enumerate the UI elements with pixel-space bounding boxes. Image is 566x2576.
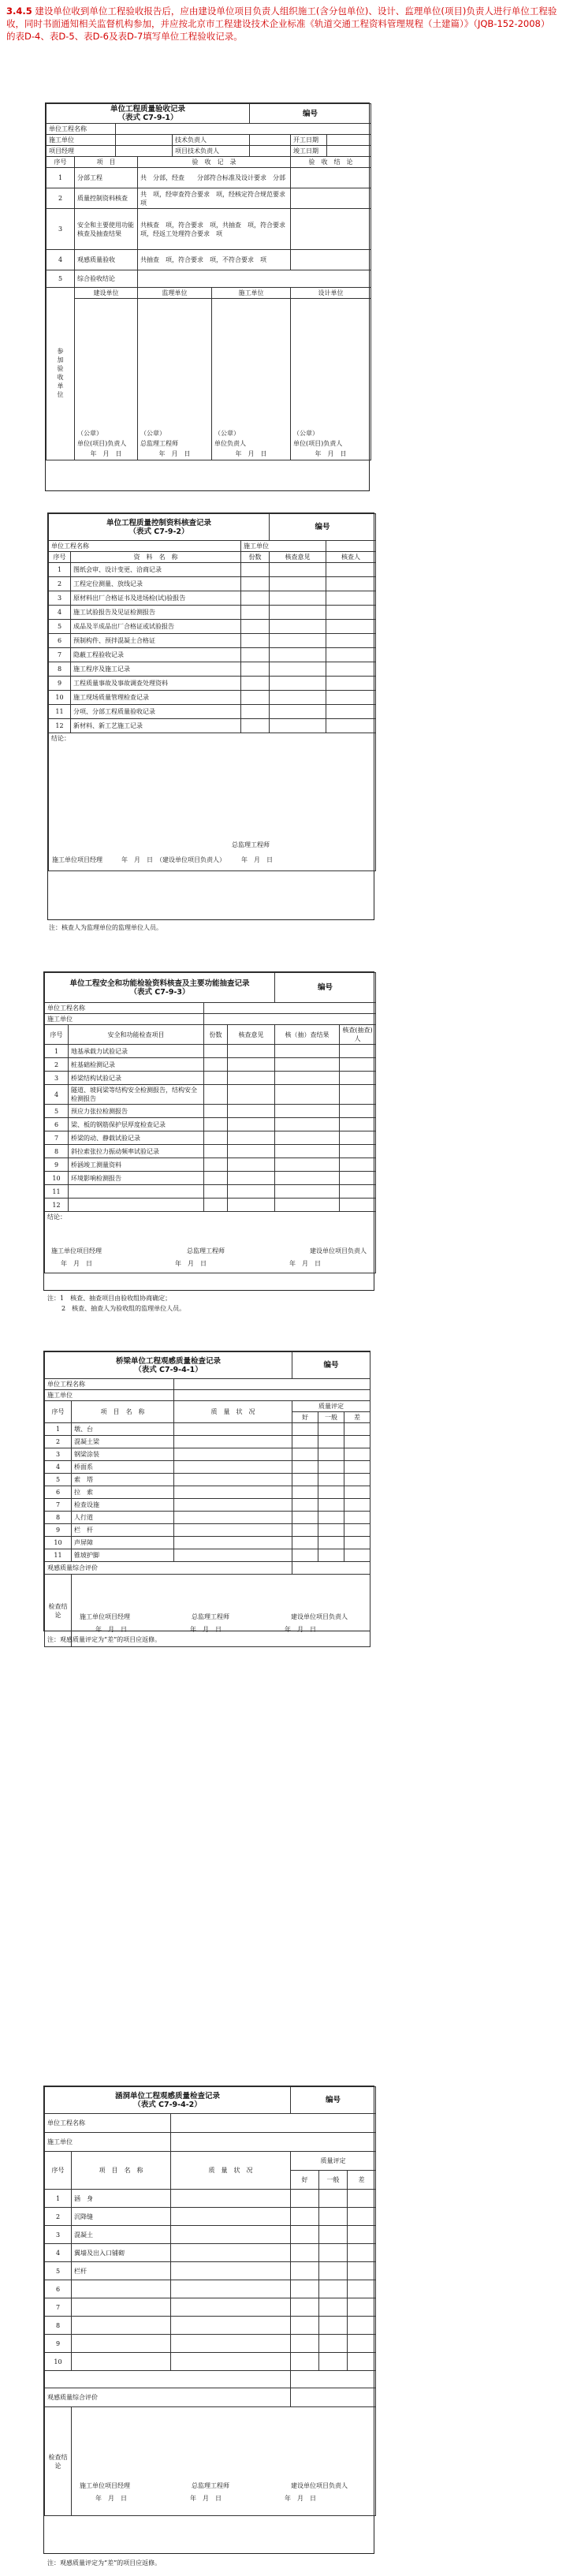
row-item-name: 沉降缝: [72, 2208, 171, 2226]
row-item-name: 工程定位测量、放线记录: [71, 577, 241, 591]
form-c7-9-4-2: [43, 2086, 374, 2554]
table-row: [49, 620, 376, 634]
row-number: 1: [45, 1045, 69, 1058]
table-row: [45, 1172, 376, 1185]
form-c7-9-2-table: 单位工程质量控制资料核查记录 （表式 C7-9-2） 编号 单位工程名称 施工单位 序号 资 料 名 称 份数 核查意见 核查人 1 图纸会审、设计变更、洽商记录 2 工程定位测量、放线记录 3 原材料出厂合格证书及进场检(试)验报告 4 施工试验报告及见证检测报告 5 成品及半成品出厂合格证或试验报告 6 预制构件、预拌混凝土合格证 7 隐蔽工程验收记录 8 施工程序及施工记录 9 工程质量事故及事故调查处理资料 10 施工现场质量管理检查记录 11 分项、分部工程质量验收记录 12 新材料、新工艺施工记录 结论： 总监理工程师 施工单位项目经理 年 月 日 （建设单位项目负责人） 年 月 日: [48, 513, 376, 871]
row-item-name: 桥梁的动、静载试验记录: [69, 1131, 204, 1145]
row-item-name: 图纸会审、设计变更、洽商记录: [71, 563, 241, 577]
row-number: 7: [45, 2298, 72, 2317]
row-number: 3: [45, 2226, 72, 2244]
form-c7-9-4-1-table: 桥梁单位工程观感质量检查记录 （表式 C7-9-4-1） 编号 单位工程名称 施工单位 序号 项 目 名 称 质 量 状 况 质量评定 好 一般 差 1 墩、台 2 混凝土梁 3 钢梁涂装 4 桥面系 5 索 塔 6 拉 索 7 检查设施 8 人行道 9 栏 杆 10 声屏障 11 锥坡护脚 观感质量综合评价 检查结论 施工单位项目经理 总监理工程师 建设单位项目负责人 年 月 日 年 月 日 年 月 日: [44, 1351, 371, 1647]
table-row: [49, 591, 376, 606]
row-number: 11: [49, 705, 71, 719]
row-item-name: 原材料出厂合格证书及进场检(试)验报告: [71, 591, 241, 606]
row-number: 8: [45, 1512, 72, 1524]
row-number: 2: [45, 1436, 72, 1448]
row-item-name: [72, 2298, 171, 2317]
table-row: [45, 1537, 371, 1549]
row-item-name: 斜拉索张拉力振动频率试验记录: [69, 1145, 204, 1158]
label-contractor: 施工单位: [45, 1014, 204, 1025]
row-number: 8: [45, 2317, 72, 2335]
table-row: [45, 1118, 376, 1131]
table-row: [45, 2317, 376, 2335]
label-project-name: 单位工程名称: [45, 2114, 171, 2133]
row-number: 7: [49, 648, 71, 662]
row-item-name: 栏杆: [72, 2262, 171, 2280]
check-conclusion: 检查结论: [45, 2407, 72, 2516]
table-row: [45, 1512, 371, 1524]
form-c7-9-4-1-note: 注：观感质量评定为“差”的项目应返修。: [47, 1636, 162, 1643]
table-row: [45, 1499, 371, 1512]
row-number: 7: [45, 1499, 72, 1512]
row-number: 5: [45, 1474, 72, 1486]
row-item-name: 新材料、新工艺施工记录: [71, 719, 241, 733]
table-row: 5 综合验收结论: [47, 270, 371, 288]
row-number: 4: [49, 606, 71, 620]
row-number: 9: [45, 2335, 72, 2353]
sign-supervisor: （公章） 总监理工程师 年 月 日: [138, 299, 212, 460]
row-item-name: [69, 1199, 204, 1212]
table-row: [45, 1085, 376, 1105]
clause-number: 3.4.5: [6, 6, 32, 17]
table-row: [45, 1072, 376, 1085]
table-row: [49, 634, 376, 648]
table-row: 4 观感质量验收 共抽查 项，符合要求 项，不符合要求 项: [47, 250, 371, 270]
form-c7-9-4-2-table: 涵洞单位工程观感质量检查记录 （表式 C7-9-4-2） 编号 单位工程名称 施工单位 序号 项 目 名 称 质 量 状 况 质量评定 好 一般 差 1 涵 身 2 沉降缝 3 混凝土 4 翼墙及出入口铺砌 5 栏杆 6 7 8 9 10 观感质量综合评价 检查结论 施工单位项目经理 总监理工程师 建设单位项目负责人 年 月 日 年 月 日 年 月 日: [44, 2086, 376, 2516]
table-row: [45, 2335, 376, 2353]
table-row: [45, 1549, 371, 1562]
table-row: [49, 563, 376, 577]
row-number: 9: [49, 677, 71, 691]
label-completion-date: 竣工日期: [291, 146, 327, 157]
row-number: 9: [45, 1524, 72, 1537]
table-row: [45, 1185, 376, 1199]
row-item-name: 隧道、坡间梁等结构安全检测报告，结构安全检测报告: [69, 1085, 204, 1105]
form-title: 单位工程质量验收记录 （表式 C7-9-1）: [47, 104, 250, 124]
row-number: 3: [45, 1072, 69, 1085]
row-number: 6: [45, 1486, 72, 1499]
form-c7-9-2-note: 注：核查人为监理单位的监理单位人员。: [49, 924, 162, 931]
row-number: 5: [45, 2262, 72, 2280]
table-row: [49, 606, 376, 620]
row-number: 10: [45, 1537, 72, 1549]
col-conclusion: 验 收 结 论: [291, 157, 371, 168]
row-item-name: [72, 2280, 171, 2298]
form-title: 涵洞单位工程观感质量检查记录 （表式 C7-9-4-2）: [45, 2087, 291, 2114]
row-item-name: 桥梁结构试验记录: [69, 1072, 204, 1085]
conclusion-cell: 结论： 总监理工程师 施工单位项目经理 年 月 日 （建设单位项目负责人） 年 月 日: [49, 733, 376, 871]
table-row: 1 分部工程 共 分部，经查 分部符合标准及设计要求 分部: [47, 168, 371, 188]
table-row: [45, 1058, 376, 1072]
table-row: [45, 2244, 376, 2262]
table-row: [49, 705, 376, 719]
table-row: [45, 1448, 371, 1461]
row-number: 4: [45, 1461, 72, 1474]
row-item-name: 分项、分部工程质量验收记录: [71, 705, 241, 719]
row-item-name: 地基承载力试验记录: [69, 1045, 204, 1058]
row-number: 1: [45, 1423, 72, 1436]
row-item-name: 施工程序及施工记录: [71, 662, 241, 677]
sign-contractor: （公章） 单位负责人 年 月 日: [212, 299, 291, 460]
row-item-name: 拉 索: [72, 1486, 174, 1499]
row-item-name: 施工试验报告及见证检测报告: [71, 606, 241, 620]
row-number: 10: [45, 1172, 69, 1185]
form-c7-9-1: [45, 103, 370, 491]
row-item-name: [72, 2353, 171, 2371]
table-row: [45, 1436, 371, 1448]
table-row: [45, 1524, 371, 1537]
row-number: 5: [45, 1105, 69, 1118]
row-item-name: 钢梁涂装: [72, 1448, 174, 1461]
form-code-label: 编号: [292, 1352, 371, 1379]
row-item-name: 预制构件、预拌混凝土合格证: [71, 634, 241, 648]
form-title: 单位工程安全和功能检验资料核查及主要功能抽查记录 （表式 C7-9-3）: [45, 973, 275, 1003]
row-item-name: 锥坡护脚: [72, 1549, 174, 1562]
clause-text: 建设单位收到单位工程验收报告后，应由建设单位项目负责人组织施工(含分包单位)、设计、监理单位(项目)负责人进行单位工程验收，同时书面通知相关监督机构参加，并应按北京市工程建设技术企业标准《轨道交通工程资料管理规程（土建篇）》（JQB-152-2008）的表D-4、表D-5、表D-6及表D-7填写单位工程验收记录。: [6, 6, 557, 42]
unit-owner: 建设单位: [75, 288, 138, 299]
label-project-name: 单位工程名称: [45, 1003, 204, 1014]
row-number: 11: [45, 1185, 69, 1199]
table-row: [49, 577, 376, 591]
row-item-name: [69, 1185, 204, 1199]
row-item-name: 混凝土梁: [72, 1436, 174, 1448]
row-number: 11: [45, 1549, 72, 1562]
col-item: 项 目: [75, 157, 138, 168]
table-row: [49, 691, 376, 705]
row-number: 10: [45, 2353, 72, 2371]
table-row: [45, 2208, 376, 2226]
row-item-name: 检查设施: [72, 1499, 174, 1512]
table-row: [45, 1045, 376, 1058]
overall-evaluation: 观感质量综合评价: [45, 2388, 291, 2407]
row-item-name: 人行道: [72, 1512, 174, 1524]
label-project-tech-lead: 项目技术负责人: [173, 146, 250, 157]
table-row: [45, 1131, 376, 1145]
row-number: 3: [49, 591, 71, 606]
row-item-name: 墩、台: [72, 1423, 174, 1436]
table-row: [45, 2353, 376, 2371]
table-row: [45, 1423, 371, 1436]
unit-contractor: 施工单位: [212, 288, 291, 299]
intro-paragraph: [6, 5, 558, 43]
row-item-name: 索 塔: [72, 1474, 174, 1486]
row-number: 2: [45, 2208, 72, 2226]
value-project-name: [116, 124, 371, 135]
row-item-name: 施工现场质量管理检查记录: [71, 691, 241, 705]
row-item-name: 预应力张拉检测报告: [69, 1105, 204, 1118]
table-row: [45, 2262, 376, 2280]
table-row: 2 质量控制资料核查 共 项，经审查符合要求 项，经核定符合规范要求 项: [47, 188, 371, 209]
form-c7-9-3: [43, 971, 374, 1291]
table-row: [45, 2280, 376, 2298]
table-row: [45, 1486, 371, 1499]
row-number: 9: [45, 1158, 69, 1172]
row-item-name: 梁、板的钢筋保护层厚度检查记录: [69, 1118, 204, 1131]
row-item-name: 桥面系: [72, 1461, 174, 1474]
row-number: 8: [45, 1145, 69, 1158]
table-row: [45, 1474, 371, 1486]
col-record: 验 收 记 录: [138, 157, 291, 168]
form-c7-9-2: [47, 513, 374, 920]
unit-supervisor: 监理单位: [138, 288, 212, 299]
row-item-name: 栏 杆: [72, 1524, 174, 1537]
form-title: 单位工程质量控制资料核查记录 （表式 C7-9-2）: [49, 514, 270, 541]
form-title: 桥梁单位工程观感质量检查记录 （表式 C7-9-4-1）: [45, 1352, 292, 1379]
table-row: [45, 1461, 371, 1474]
row-item-name: 桥涵竣工测量资料: [69, 1158, 204, 1172]
participants-side-label: 参加验收单位: [47, 288, 75, 460]
row-item-name: [72, 2317, 171, 2335]
row-number: 2: [49, 577, 71, 591]
table-row: 3 安全和主要使用功能核查及抽查结果 共核查 项，符合要求 项，共抽查 项，符合要求 项，经返工处理符合要求 项: [47, 209, 371, 250]
table-row: [49, 719, 376, 733]
row-number: 12: [49, 719, 71, 733]
label-contractor: 施工单位: [45, 2133, 171, 2152]
label-tech-lead: 技术负责人: [173, 135, 250, 146]
row-item-name: 混凝土: [72, 2226, 171, 2244]
row-number: 1: [45, 2190, 72, 2208]
form-c7-9-3-table: 单位工程安全和功能检验资料核查及主要功能抽查记录 （表式 C7-9-3） 编号 单位工程名称 施工单位 序号 安全和功能检查项目 份数 核查意见 核（抽）查结果 核查(抽查)人 1 地基承载力试验记录 2 桩基础检测记录 3 桥梁结构试验记录 4 隧道、坡间梁等结构安全检测报告，结构安全检测报告 5 预应力张拉检测报告 6 梁、板的钢筋保护层厚度检查记录 7 桥梁的动、静载试验记录 8 斜拉索张拉力振动频率试验记录 9 桥涵竣工测量资料 10 环境影响检测报告 11 12 结论： 施工单位项目经理 总监理工程师 建设单位项目负责人 年 月 日 年 月 日 年 月 日: [44, 972, 376, 1273]
row-number: 6: [49, 634, 71, 648]
table-row: [45, 1105, 376, 1118]
row-number: 8: [49, 662, 71, 677]
table-row: [45, 2226, 376, 2244]
row-item-name: 声屏障: [72, 1537, 174, 1549]
row-number: 1: [49, 563, 71, 577]
sign-owner: （公章） 单位(项目)负责人 年 月 日: [75, 299, 138, 460]
table-row: [45, 1158, 376, 1172]
form-code-label: 编号: [250, 104, 371, 124]
label-contractor: 施工单位: [45, 1390, 174, 1401]
label-project-name: 单位工程名称: [49, 541, 241, 552]
row-number: 6: [45, 2280, 72, 2298]
row-number: 12: [45, 1199, 69, 1212]
form-c7-9-4-2-note: 注：观感质量评定为“差”的项目应返修。: [47, 2559, 162, 2567]
row-number: 3: [45, 1448, 72, 1461]
row-item-name: 翼墙及出入口铺砌: [72, 2244, 171, 2262]
form-code-label: 编号: [270, 514, 376, 541]
label-project-name: 单位工程名称: [45, 1379, 174, 1390]
table-row: [45, 2190, 376, 2208]
table-row: [45, 1145, 376, 1158]
row-item-name: 成品及半成品出厂合格证或试验报告: [71, 620, 241, 634]
row-item-name: 环境影响检测报告: [69, 1172, 204, 1185]
row-item-name: 桩基础检测记录: [69, 1058, 204, 1072]
unit-designer: 设计单位: [291, 288, 371, 299]
table-row: [49, 677, 376, 691]
form-code-label: 编号: [291, 2087, 376, 2114]
table-row: [49, 662, 376, 677]
col-seq: 序号: [47, 157, 75, 168]
conclusion-cell: 结论： 施工单位项目经理 总监理工程师 建设单位项目负责人 年 月 日 年 月 日 年 月 日: [45, 1212, 376, 1273]
check-conclusion: 检查结论: [45, 1575, 72, 1647]
row-item-name: [72, 2335, 171, 2353]
form-code-label: 编号: [275, 973, 376, 1003]
sign-designer: （公章） 单位(项目)负责人 年 月 日: [291, 299, 371, 460]
row-item-name: 隐蔽工程验收记录: [71, 648, 241, 662]
row-number: 4: [45, 2244, 72, 2262]
overall-evaluation: 观感质量综合评价: [45, 1562, 292, 1575]
table-row: [45, 2298, 376, 2317]
row-item-name: 涵 身: [72, 2190, 171, 2208]
label-start-date: 开工日期: [291, 135, 327, 146]
table-row: [45, 1199, 376, 1212]
row-number: 10: [49, 691, 71, 705]
form-c7-9-1-table: [46, 103, 371, 460]
row-item-name: 工程质量事故及事故调查处理资料: [71, 677, 241, 691]
table-row: [49, 648, 376, 662]
row-number: 2: [45, 1058, 69, 1072]
label-project-manager: 项目经理: [47, 146, 116, 157]
row-number: 7: [45, 1131, 69, 1145]
label-project-name: 单位工程名称: [47, 124, 116, 135]
row-number: 6: [45, 1118, 69, 1131]
row-number: 4: [45, 1085, 69, 1105]
label-contractor: 施工单位: [241, 541, 326, 552]
label-contractor: 施工单位: [47, 135, 116, 146]
form-c7-9-3-notes: 注：1 核查、抽查项目由验收组协商确定； 2 核查、抽查人为验收组的监理单位人员。: [47, 1295, 186, 1312]
form-c7-9-4-1: [43, 1351, 371, 1631]
row-number: 5: [49, 620, 71, 634]
